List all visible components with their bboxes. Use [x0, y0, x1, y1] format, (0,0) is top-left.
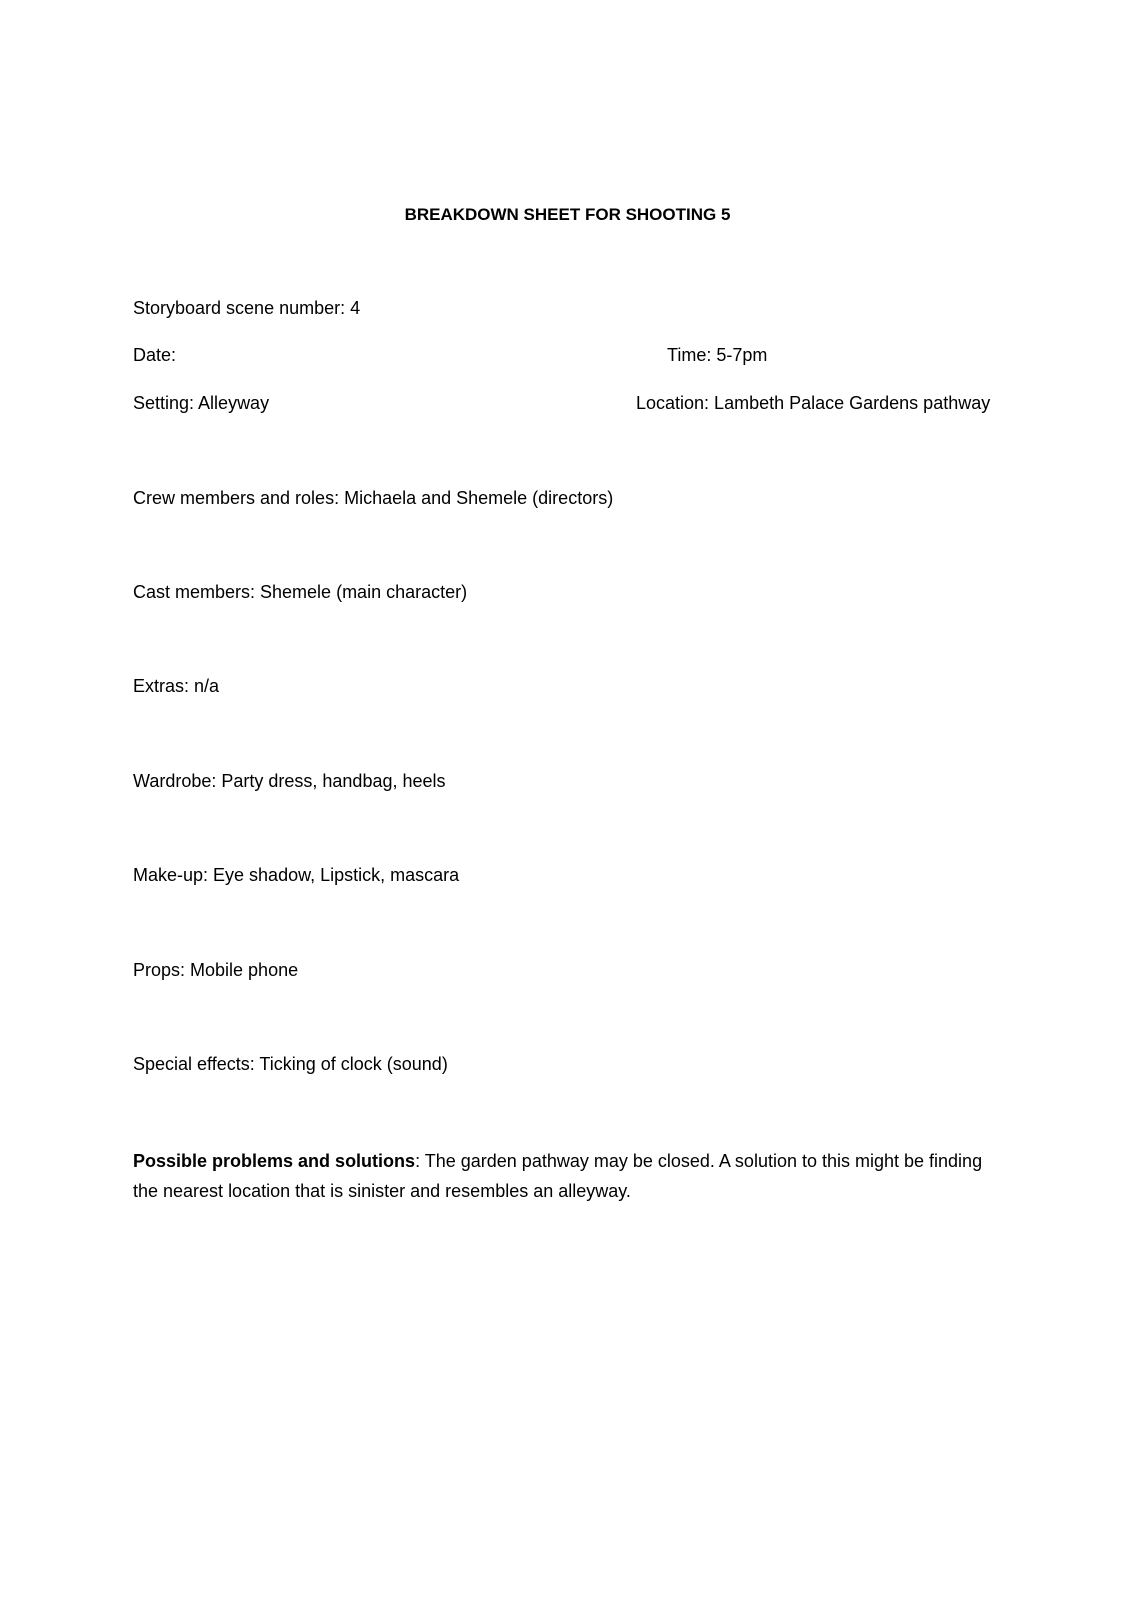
date-field: Date: — [133, 345, 177, 365]
crew-field: Crew members and roles: Michaela and Shemele (directors) — [133, 488, 614, 508]
problems-label: Possible problems and solutions — [133, 1151, 416, 1171]
storyboard-scene-field: Storyboard scene number: 4 — [133, 298, 361, 318]
makeup-field: Make-up: Eye shadow, Lipstick, mascara — [133, 865, 460, 885]
time-field: Time: 5-7pm — [667, 345, 768, 365]
page-title-text: BREAKDOWN SHEET FOR SHOOTING 5 — [404, 205, 731, 224]
extras-field: Extras: n/a — [133, 676, 220, 696]
special-effects-field: Special effects: Ticking of clock (sound) — [133, 1054, 448, 1074]
location-field: Location: Lambeth Palace Gardens pathway — [636, 393, 991, 413]
page-title — [0, 203, 1131, 227]
cast-field: Cast members: Shemele (main character) — [133, 582, 468, 602]
problems-paragraph — [133, 1146, 993, 1206]
props-field: Props: Mobile phone — [133, 960, 299, 980]
wardrobe-field: Wardrobe: Party dress, handbag, heels — [133, 771, 446, 791]
setting-field: Setting: Alleyway — [133, 393, 270, 413]
problems-text: : The garden pathway may be closed. A solution to this might be finding the nearest location that is sinister and resembles an alleyway. — [133, 1151, 983, 1201]
